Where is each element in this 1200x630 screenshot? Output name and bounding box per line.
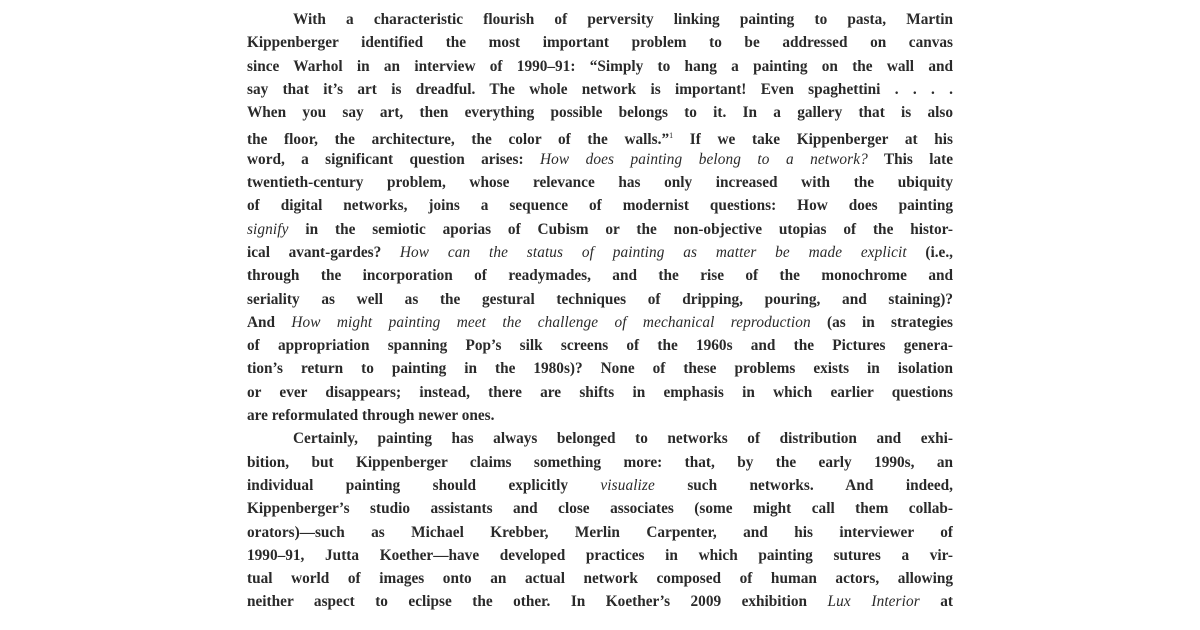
italic-phrase: visualize: [600, 476, 655, 494]
paragraph-1-line: since Warhol in an interview of 1990–91: “Simply to hang a painting on the wall and: [247, 57, 953, 75]
paragraph-1-line: With a characteristic flourish of perversity linking painting to pasta, Martin: [293, 11, 953, 28]
body-text-column: [247, 8, 953, 614]
paragraph-2: [247, 427, 953, 613]
italic-phrase: signify: [247, 220, 289, 238]
paragraph-2-line: 1990–91, Jutta Koether—have developed practices in which painting sutures a vir-: [247, 546, 953, 564]
italic-phrase: Lux Interior: [827, 593, 920, 611]
paragraph-2-line: bition, but Kippenberger claims something more: that, by the early 1990s, an: [247, 453, 953, 471]
paragraph-1-line: through the incorporation of readymades, and the rise of the monochrome and: [247, 267, 953, 285]
paragraph-1-line: or ever disappears; instead, there are shifts in emphasis in which earlier questions: [247, 383, 953, 401]
paragraph-1: [247, 8, 953, 427]
paragraph-1-line: are reformulated through newer ones.: [247, 407, 495, 425]
footnote-marker[interactable]: 1: [669, 131, 674, 141]
paragraph-1-line: say that it’s art is dreadful. The whole network is important! Even spaghettini . . . .: [247, 80, 953, 98]
paragraph-2-line: individual painting should explicitly visualize such networks. And indeed,: [247, 476, 953, 494]
paragraph-1-line: tion’s return to painting in the 1980s)? None of these problems exists in isolation: [247, 360, 953, 378]
paragraph-1-line: seriality as well as the gestural techniques of dripping, pouring, and staining)?: [247, 290, 953, 308]
paragraph-2-line: Kippenberger’s studio assistants and close associates (some might call them collab-: [247, 500, 953, 518]
paragraph-1-line: of appropriation spanning Pop’s silk screens of the 1960s and the Pictures genera-: [247, 337, 953, 355]
paragraph-1-line: of digital networks, joins a sequence of modernist questions: How does painting: [247, 197, 953, 215]
paragraph-1-line: Kippenberger identified the most important problem to be addressed on canvas: [247, 34, 953, 52]
paragraph-1-line: And How might painting meet the challenge of mechanical reproduction (as in strategies: [247, 313, 953, 331]
italic-phrase: How does painting belong to a network?: [539, 150, 868, 168]
paragraph-1-line: When you say art, then everything possible belongs to it. In a gallery that is also: [247, 104, 953, 122]
paragraph-1-line: twentieth-century problem, whose relevance has only increased with the ubiquity: [247, 174, 953, 192]
paragraph-2-line: orators)—such as Michael Krebber, Merlin Carpenter, and his interviewer of: [247, 523, 953, 541]
paragraph-2-line: Certainly, painting has always belonged to networks of distribution and exhi-: [293, 430, 953, 448]
paragraph-1-line: word, a significant question arises: How does painting belong to a network? This late: [247, 150, 953, 168]
italic-phrase: How can the status of painting as matter be made explicit: [399, 243, 907, 261]
paragraph-1-line: signify in the semiotic aporias of Cubism or the non-objective utopias of the histor-: [247, 220, 953, 238]
paragraph-1-line: the floor, the architecture, the color of the walls.”$^1$ If we take Kippenberger at his: [247, 131, 953, 148]
paragraph-2-line: tual world of images onto an actual network composed of human actors, allowing: [247, 570, 953, 588]
paragraph-1-line: ical avant-gardes? How can the status of painting as matter be made explicit (i.e.,: [247, 243, 953, 261]
italic-phrase: How might painting meet the challenge of mechanical reproduction: [291, 313, 811, 331]
paragraph-2-line: neither aspect to eclipse the other. In Koether’s 2009 exhibition Lux Interior at: [247, 593, 953, 611]
